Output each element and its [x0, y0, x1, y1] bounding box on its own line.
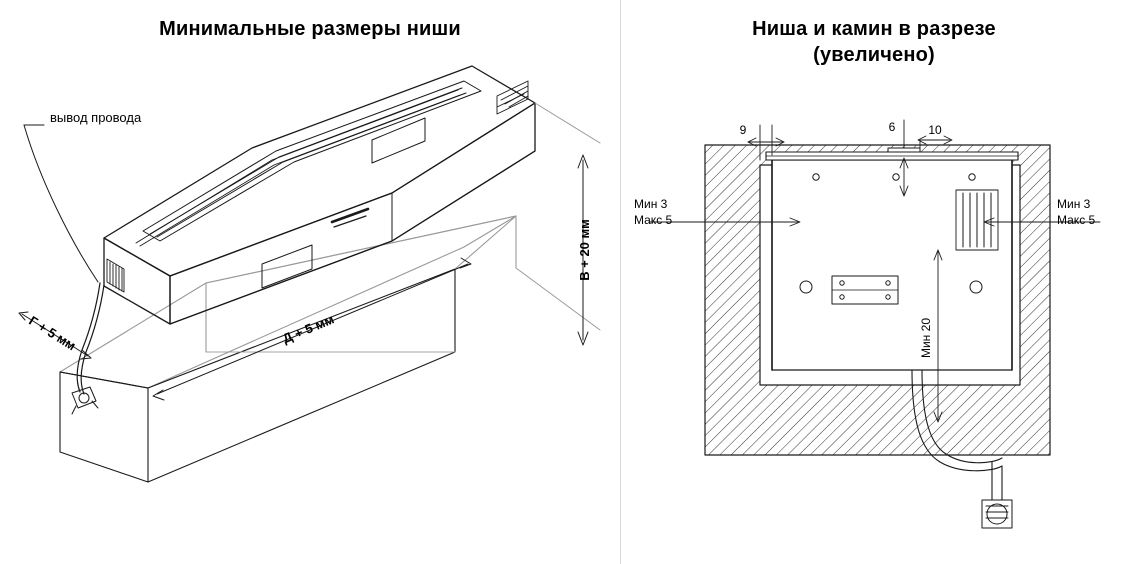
dimension-depth-label: Г + 5 мм: [26, 312, 79, 354]
power-plug-section: [982, 500, 1012, 528]
dimension-top-left-label: 9: [739, 123, 747, 137]
control-panel-window: [262, 245, 312, 288]
dimension-top-right-label: 10: [928, 123, 942, 137]
dimension-right-gap-label-min: Мин 3: [1057, 197, 1091, 211]
power-plug: [72, 387, 98, 414]
right-panel-title-line2: (увеличено): [813, 44, 935, 66]
cable-callout-line: [24, 125, 98, 282]
dimension-length-label: Д + 5 мм: [280, 311, 337, 347]
vent-grille-top: [497, 81, 528, 114]
left-panel-title: Минимальные размеры ниши: [159, 18, 461, 40]
dimension-left-gap-label-min: Мин 3: [634, 197, 668, 211]
dimension-bottom-gap-label: Мин 20: [919, 317, 933, 359]
fireplace-insert-body: [104, 66, 535, 324]
niche-section-drawing: [620, 0, 1128, 564]
vent-grille-side: [107, 259, 124, 292]
dimension-left-gap-label-max: Макс 5: [634, 213, 673, 227]
fireplace-section-body: [766, 148, 1018, 370]
flame-line-detail: [136, 90, 460, 246]
dimension-height-label: В + 20 мм: [577, 219, 592, 281]
dimension-top-mid-label: 6: [888, 120, 896, 134]
brand-mark: [332, 209, 368, 227]
dimension-right-gap-label-max: Макс 5: [1057, 213, 1096, 227]
cable-callout-label: вывод провода: [50, 110, 142, 125]
right-diagram-panel: [620, 0, 1128, 564]
niche-block: [60, 216, 516, 482]
right-panel-title-line1: Ниша и камин в разрезе: [752, 18, 996, 40]
